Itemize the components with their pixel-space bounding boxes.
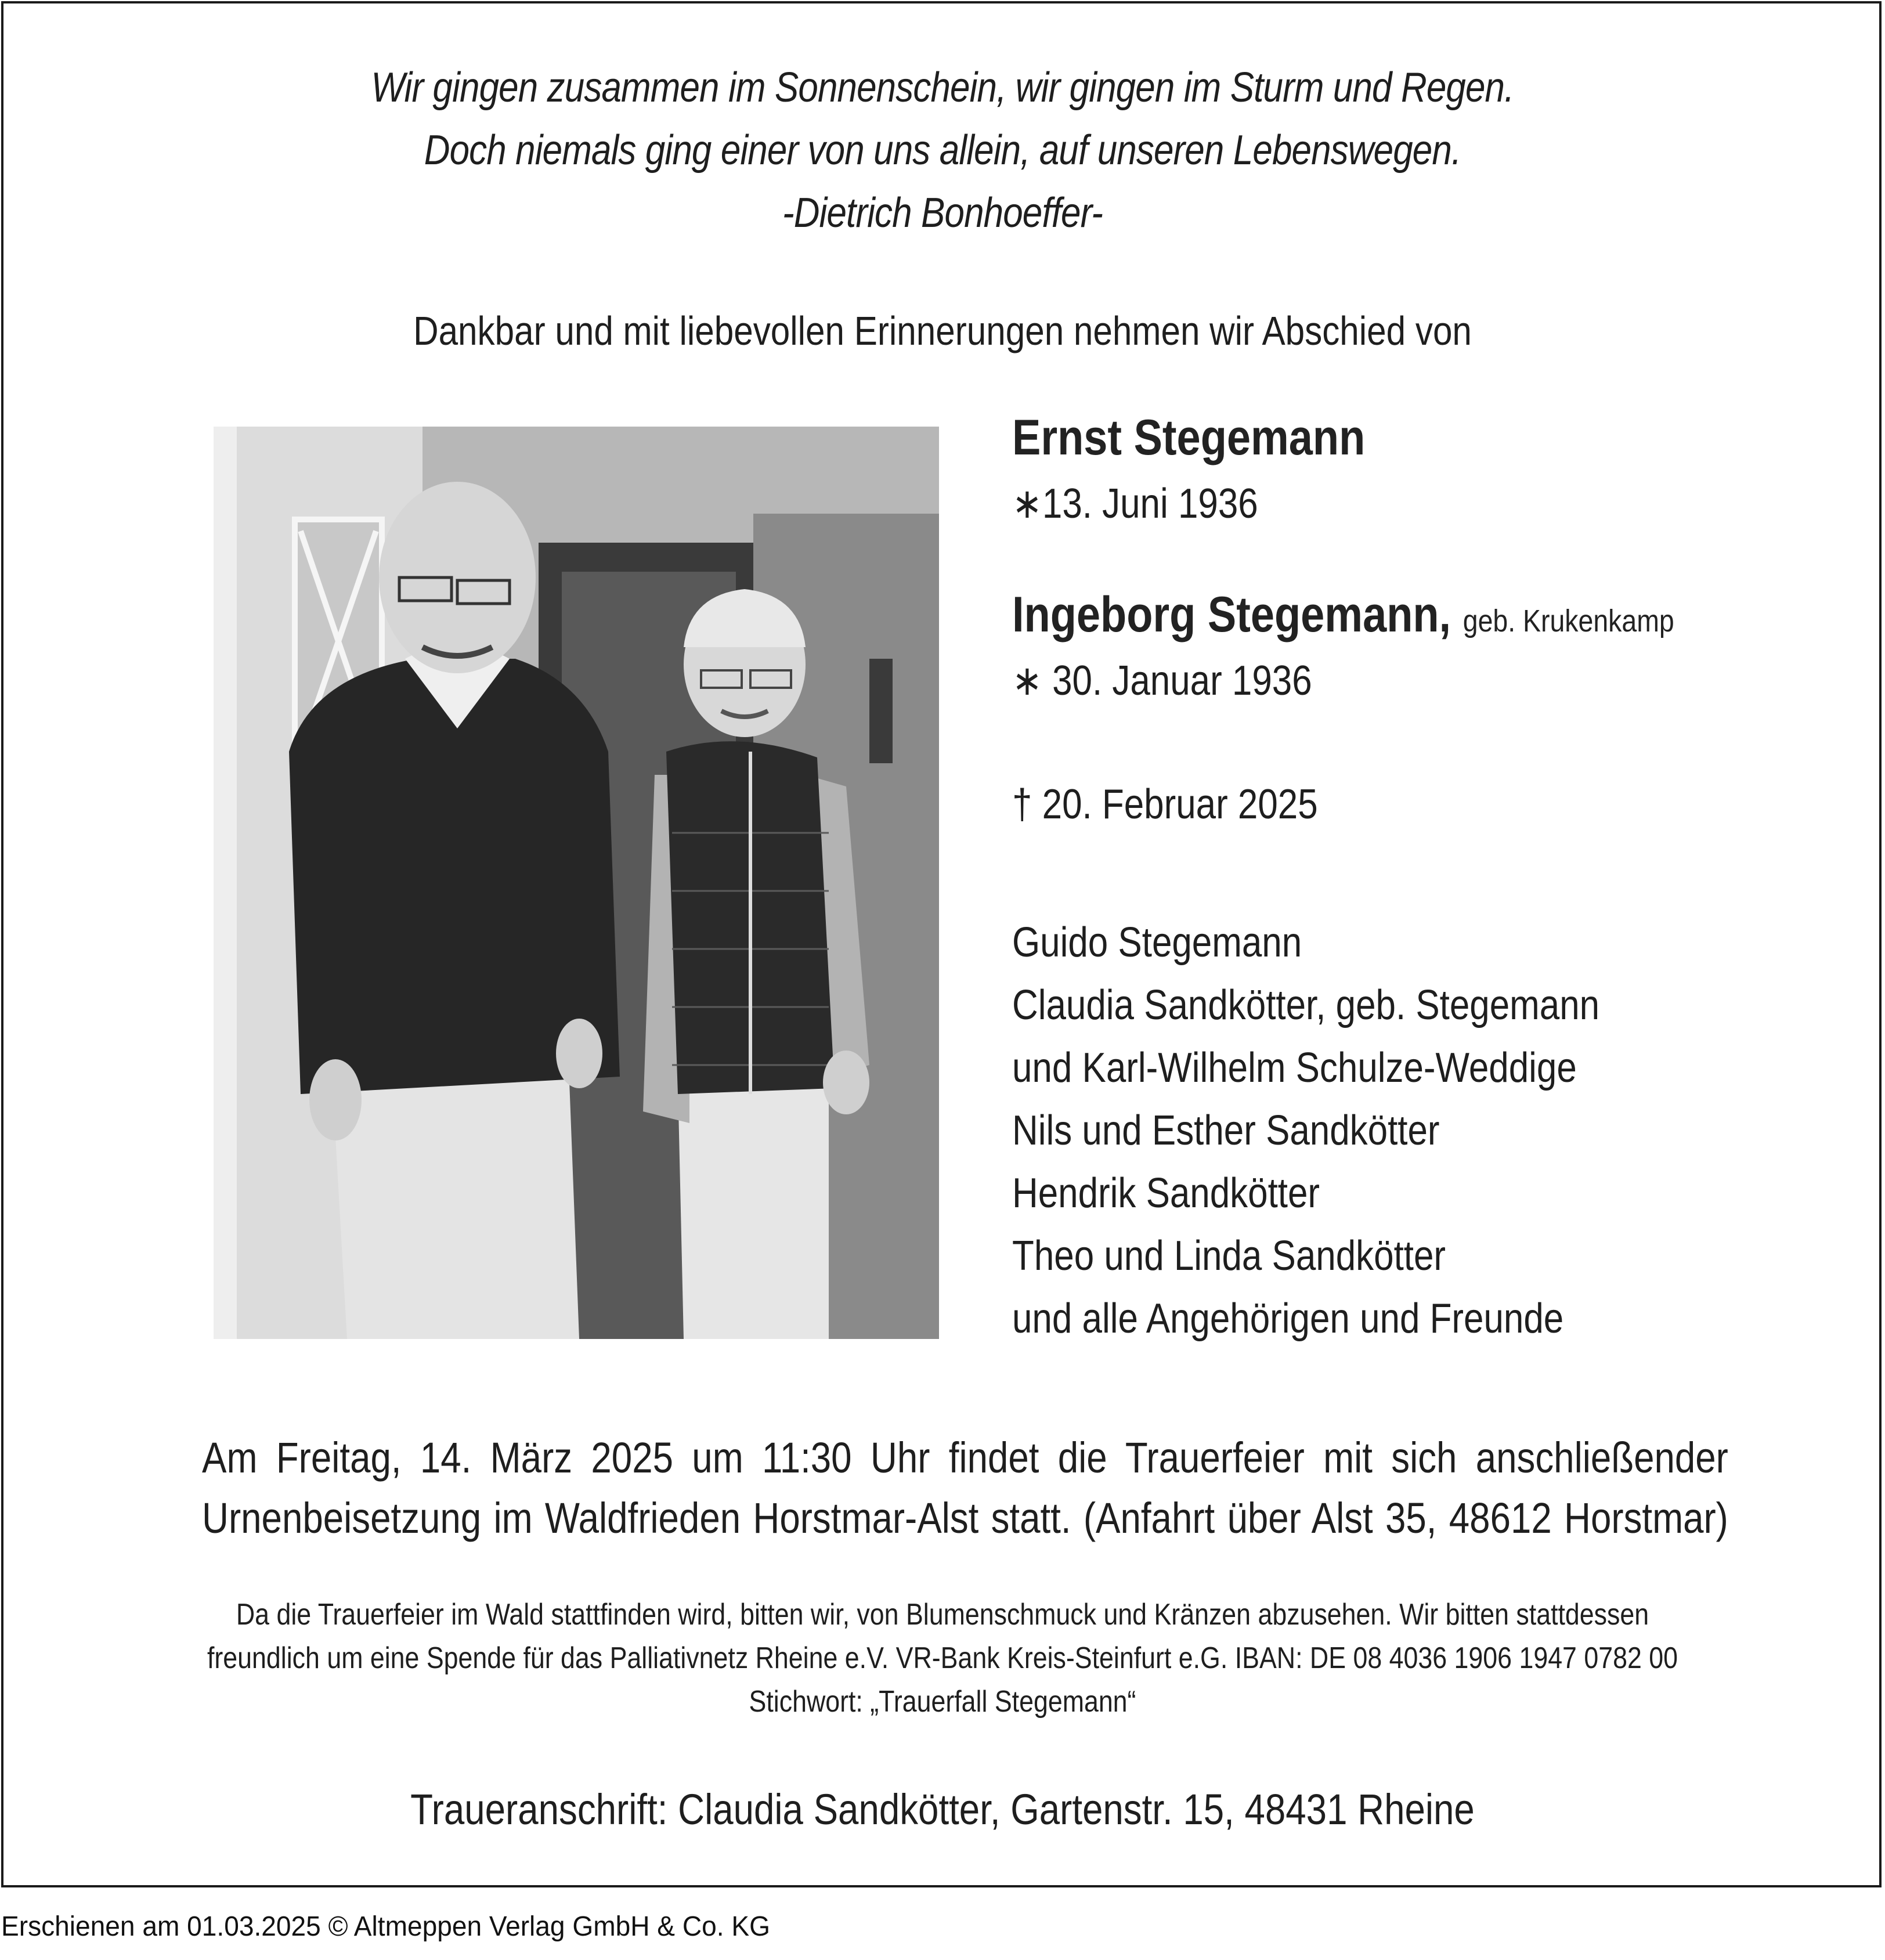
death-date: † 20. Februar 2025 [1012,781,1318,828]
ceremony-text [202,1428,1728,1548]
family-member: Theo und Linda Sandkötter [1012,1233,1446,1279]
family-member: Guido Stegemann [1012,919,1302,966]
deceased-name-2: Ingeborg Stegemann, [1012,587,1451,642]
publication-footer: Erschienen am 01.03.2025 © Altmeppen Verlag GmbH & Co. KG [1,1911,770,1942]
couple-photo [214,427,939,1339]
family-list [1012,911,1599,1350]
family-member: und alle Angehörigen und Freunde [1012,1295,1564,1342]
quote-line-2: Doch niemals ging einer von uns allein, auf unseren Lebenswegen. [424,127,1461,174]
ceremony-line-1: Am Freitag, 14. März 2025 um 11:30 Uhr findet die Trauerfeier mit sich anschließender [202,1434,1728,1482]
family-member: und Karl-Wilhelm Schulze-Weddige [1012,1045,1577,1091]
deceased-name-1: Ernst Stegemann [1012,410,1366,465]
donation-line-1: Da die Trauerfeier im Wald stattfinden wird, bitten wir, von Blumenschmuck und Kränzen abzusehen. Wir bitten stattdessen [236,1598,1649,1631]
couple-photo-image [214,427,939,1339]
family-member: Claudia Sandkötter, geb. Stegemann [1012,982,1600,1028]
intro-text: Dankbar und mit liebevollen Erinnerungen nehmen wir Abschied von [413,308,1472,353]
family-member: Hendrik Sandkötter [1012,1170,1320,1217]
quote-author: -Dietrich Bonhoeffer- [782,190,1103,236]
quote-line-1: Wir gingen zusammen im Sonnenschein, wir gingen im Sturm und Regen. [371,64,1514,111]
ceremony-line-2: Urnenbeisetzung im Waldfrieden Horstmar-Alst statt. (Anfahrt über Alst 35, 48612 Horstmar) [202,1494,1728,1542]
mourning-address: Traueranschrift: Claudia Sandkötter, Gartenstr. 15, 48431 Rheine [410,1785,1475,1833]
deceased-birth-1: ∗13. Juni 1936 [1012,481,1258,527]
deceased-birth-2: ∗ 30. Januar 1936 [1012,658,1312,704]
deceased-maiden-name: geb. Krukenkamp [1463,604,1674,638]
donation-line-2: freundlich um eine Spende für das Palliativnetz Rheine e.V. VR-Bank Kreis-Steinfurt e.G. IBAN: DE 08 4036 1906 1947 0782 00 [207,1641,1678,1675]
donation-line-3: Stichwort: „Trauerfall Stegemann“ [749,1685,1136,1719]
family-member: Nils und Esther Sandkötter [1012,1107,1440,1154]
deceased-name-2-line [1012,586,1674,644]
